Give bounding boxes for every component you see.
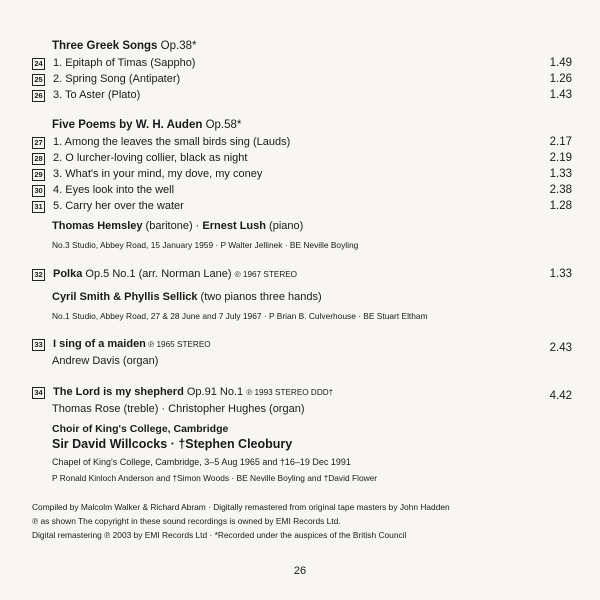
conductors: Sir David Willcocks · †Stephen Cleobury [52,437,293,451]
track-number-box: 29 [32,169,45,181]
performer-name: Thomas Hemsley [52,220,143,232]
track-number-box: 25 [32,74,45,86]
section-title-auden-poems [52,119,241,131]
track-duration: 4.42 [549,390,572,402]
release-tag: ℗ 1965 STEREO [145,340,211,349]
recording-details: No.1 Studio, Abbey Road, 27 & 28 June and 7 July 1967 · P Brian B. Culverhouse · BE Stuart Eltham [52,311,428,321]
track-duration: 1.33 [549,168,572,180]
section-title-greek-songs [52,40,196,52]
work-details: Op.91 No.1 [183,386,247,398]
performers-line: Thomas Rose (treble) · Christopher Hughes (organ) [52,403,305,415]
performer-name: Cyril Smith & Phyllis Sellick [52,291,198,303]
footer-line: Compiled by Malcolm Walker & Richard Abram · Digitally remastered from original tape masters by John Hadden [32,502,450,512]
recording-details: Chapel of King's College, Cambridge, 3–5 Aug 1965 and †16–19 Dec 1991 [52,457,351,467]
release-tag: ℗ 1967 STEREO [234,270,298,279]
performers-line [52,220,303,232]
performer-name: Ernest Lush [202,220,266,232]
track-number-box: 31 [32,201,45,213]
performer-role: (baritone) · [142,220,203,232]
work-title: Polka [53,268,83,280]
track-title: 1. Among the leaves the small birds sing (Lauds) [53,136,291,148]
track-row [32,386,572,401]
track-title [53,268,297,280]
performers-line [52,291,322,303]
work-title: The Lord is my shepherd [53,386,184,398]
work-title: I sing of a maiden [53,338,146,350]
footer-line: Digital remastering ℗ 2003 by EMI Records Ltd · *Recorded under the auspices of the British Council [32,530,407,540]
track-title: 5. Carry her over the water [53,200,184,212]
track-title [53,338,211,350]
track-number-box: 28 [32,153,45,165]
track-row [32,184,572,199]
track-title: 2. O lurcher-loving collier, black as night [53,152,248,164]
choir-name: Choir of King's College, Cambridge [52,423,229,435]
recording-details: No.3 Studio, Abbey Road, 15 January 1959 · P Walter Jellinek · BE Neville Boyling [52,240,359,250]
track-duration: 1.43 [549,89,572,101]
recording-credits: P Ronald Kinloch Anderson and †Simon Woods · BE Neville Boyling and †David Flower [52,473,378,483]
track-title: 2. Spring Song (Antipater) [53,73,181,85]
track-number-box: 34 [32,387,45,399]
track-row [32,152,572,167]
work-title: Three Greek Songs [52,40,158,52]
track-row [32,168,572,183]
track-duration: 2.17 [549,136,572,148]
track-number-box: 32 [32,269,45,281]
track-row [32,136,572,151]
page-number: 26 [293,565,307,577]
work-title: Five Poems by W. H. Auden [52,119,203,131]
performer-role: (two pianos three hands) [197,291,322,303]
track-duration: 1.26 [549,73,572,85]
work-opus: Op.38* [157,40,197,52]
track-row [32,89,572,104]
track-number-box: 33 [32,339,45,351]
track-title: 1. Epitaph of Timas (Sappho) [53,57,196,69]
track-number-box: 27 [32,137,45,149]
work-details: Op.5 No.1 (arr. Norman Lane) [82,268,235,280]
track-row [32,57,572,72]
track-duration: 1.28 [549,200,572,212]
track-row [32,338,572,353]
track-duration: 2.43 [549,342,572,354]
performer-role: (piano) [265,220,304,232]
track-duration: 2.19 [549,152,572,164]
track-duration: 1.33 [549,268,572,280]
track-title [53,386,333,398]
work-opus: Op.58* [202,119,242,131]
track-number-box: 30 [32,185,45,197]
track-number-box: 26 [32,90,45,102]
track-title: 3. What's in your mind, my dove, my coney [53,168,263,180]
track-row [32,268,572,283]
track-title: 3. To Aster (Plato) [53,89,141,101]
release-tag: ℗ 1993 STEREO DDD† [246,388,334,397]
performers-line: Andrew Davis (organ) [52,355,159,367]
track-duration: 1.49 [549,57,572,69]
track-row [32,73,572,88]
footer-line: ℗ as shown The copyright in these sound recordings is owned by EMI Records Ltd. [32,516,341,526]
track-number-box: 24 [32,58,45,70]
track-duration: 2.38 [549,184,572,196]
track-title: 4. Eyes look into the well [53,184,175,196]
track-row [32,200,572,215]
